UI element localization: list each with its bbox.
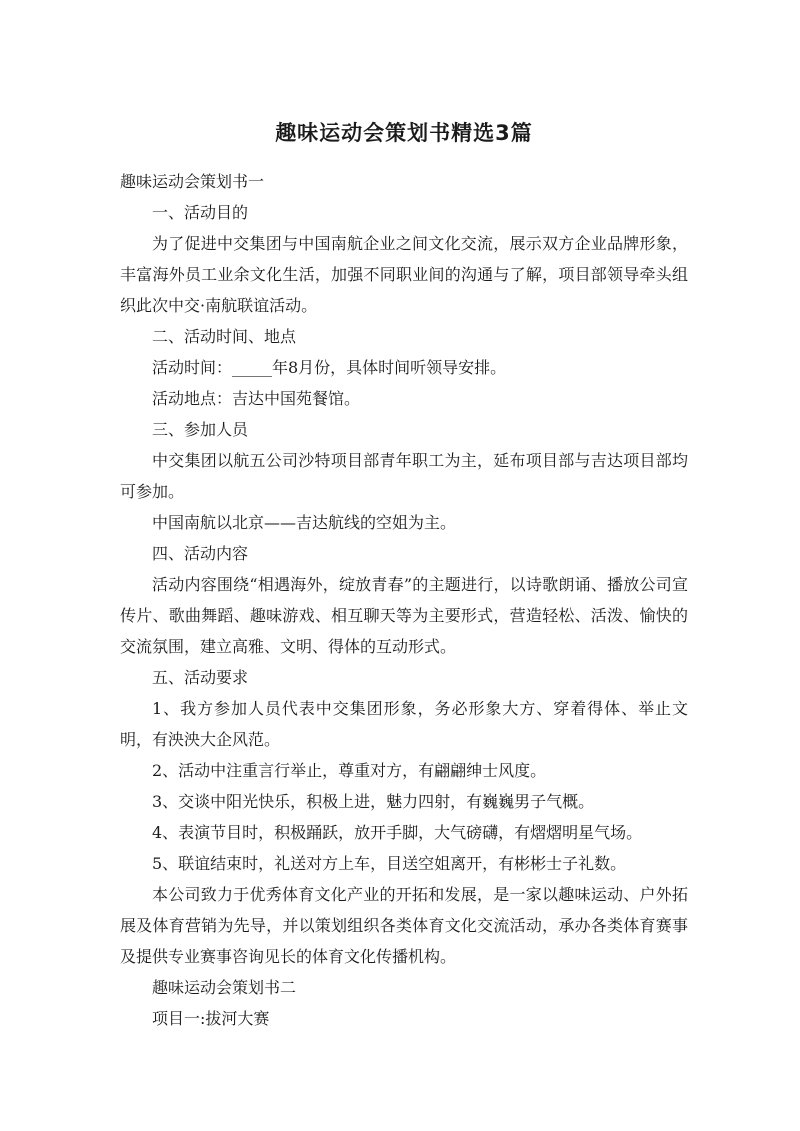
paragraph: 活动地点：吉达中国苑餐馆。 — [152, 389, 361, 408]
paragraph: 五、活动要求 — [152, 668, 249, 687]
document-body — [120, 166, 688, 1034]
paragraph: 中国南航以北京——吉达航线的空姐为主。 — [152, 513, 457, 532]
paragraph: 4、表演节目时，积极踊跃，放开手脚，大气磅礴，有熠熠明星气场。 — [152, 823, 643, 842]
paragraph: 四、活动内容 — [152, 544, 249, 563]
paragraph: 本公司致力于优秀体育文化产业的开拓和发展，是一家以趣味运动、户外拓展及体育营销为先导，并以策划组织各类体育文化交流活动，承办各类体育赛事及提供专业赛事咨询见长的体育文化传播机构。 — [120, 885, 688, 966]
paragraph: 趣味运动会策划书一 — [120, 172, 265, 191]
paragraph: 3、交谈中阳光快乐，积极上进，魅力四射，有巍巍男子气概。 — [152, 792, 595, 811]
paragraph: 为了促进中交集团与中国南航企业之间文化交流，展示双方企业品牌形象，丰富海外员工业余文化生活，加强不同职业间的沟通与了解，项目部领导牵头组织此次中交·南航联谊活动。 — [120, 234, 688, 315]
paragraph: 项目一:拔河大赛 — [152, 1009, 270, 1028]
paragraph: 5、联谊结束时，礼送对方上车，目送空姐离开，有彬彬士子礼数。 — [152, 854, 627, 873]
paragraph: 中交集团以航五公司沙特项目部青年职工为主，延布项目部与吉达项目部均可参加。 — [120, 451, 688, 501]
paragraph: 一、活动目的 — [152, 203, 249, 222]
paragraph: 三、参加人员 — [152, 420, 249, 439]
paragraph: 1、我方参加人员代表中交集团形象，务必形象大方、穿着得体、举止文明，有泱泱大企风范。 — [120, 699, 688, 749]
paragraph: 活动内容围绕“相遇海外，绽放青春”的主题进行，以诗歌朗诵、播放公司宣传片、歌曲舞蹈、趣味游戏、相互聊天等为主要形式，营造轻松、活泼、愉快的交流氛围，建立高雅、文明、得体的互动形式。 — [120, 575, 688, 656]
paragraph: 二、活动时间、地点 — [152, 327, 297, 346]
paragraph: 2、活动中注重言行举止，尊重对方，有翩翩绅士风度。 — [152, 761, 547, 780]
paragraph: 趣味运动会策划书二 — [152, 978, 297, 997]
paragraph: 活动时间：_____年8月份，具体时间听领导安排。 — [152, 358, 507, 377]
document-title: 趣味运动会策划书精选3篇 — [275, 121, 533, 145]
